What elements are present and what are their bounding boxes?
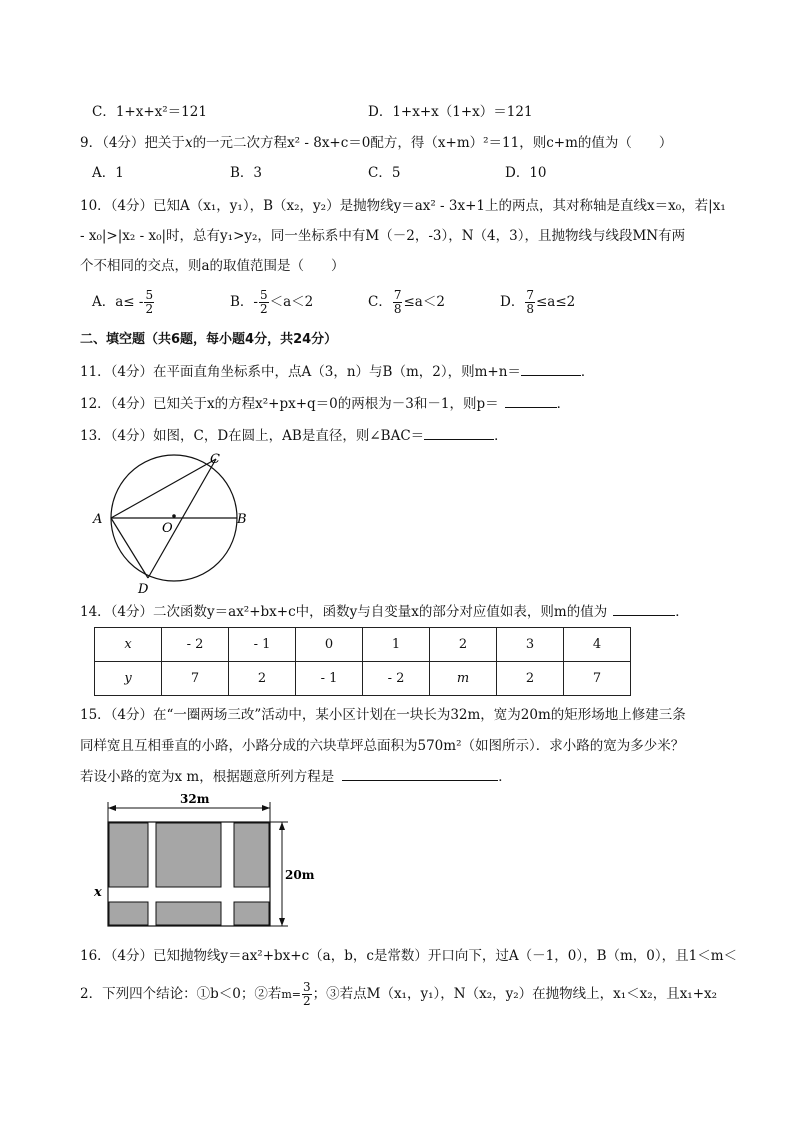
q10-option-c — [368, 289, 445, 316]
denominator: 8 — [526, 302, 534, 316]
grass-plot — [234, 902, 269, 925]
denominator: 2 — [145, 302, 154, 316]
q9-option-b: B．3 — [230, 165, 263, 181]
fraction — [302, 981, 312, 1008]
q10-option-b — [230, 289, 313, 316]
q13-text: 13．（4分）如图，C，D在圆上，AB是直径，则∠BAC＝ — [80, 428, 425, 444]
q8-option-d: D．1+x+x（1+x）＝121 — [368, 104, 533, 120]
option-prefix: D． — [500, 294, 525, 310]
grass-plot — [109, 902, 148, 925]
q9-stem-part: 的一元二次方程 — [192, 135, 288, 151]
q9-stem-part: 9．（4分）把关于 — [80, 135, 185, 151]
center-point — [172, 514, 176, 518]
q12-stem — [80, 393, 570, 414]
table-cell: 7 — [564, 662, 631, 696]
numerator: 5 — [259, 288, 268, 302]
q15-text: 若设小路的宽为x m，根据题意所列方程是 — [80, 769, 335, 785]
denominator: 2 — [259, 302, 268, 316]
q12-answer-blank[interactable] — [505, 393, 557, 408]
grass-plot — [234, 823, 269, 887]
q15-line-3 — [80, 766, 512, 787]
q16-line-1: 16．（4分）已知抛物线y＝ax²+bx+c（a，b，c是常数）开口向下，过A（－1，0），B（m，0），且1＜m＜ — [80, 948, 738, 964]
option-expr: ≤a＜2 — [403, 294, 445, 310]
q15-line-2: 同样宽且互相垂直的小路，小路分成的六块草坪总面积为570m²（如图所示）．求小路的宽为多少米？ — [80, 738, 685, 754]
q10-line-2: - x₀|>|x₂ - x₀|时，总有y₁>y₂，同一坐标系中有M（－2，-3），N（4，3），且抛物线与线段MN有两 — [80, 228, 686, 244]
q11-stem — [80, 361, 594, 382]
numerator: 7 — [393, 288, 402, 302]
table-cell: - 2 — [363, 662, 430, 696]
q13-stem — [80, 425, 508, 446]
denominator: 8 — [393, 302, 402, 316]
table-cell: 3 — [497, 628, 564, 662]
label-b: B — [237, 512, 247, 527]
q13-circle-figure — [88, 450, 258, 600]
arrow-left-icon — [108, 805, 116, 811]
q15-field-figure — [88, 790, 328, 930]
q16-var: m= — [281, 988, 301, 1001]
q9-stem — [80, 133, 672, 153]
section-heading-fill-in: 二、填空题（共6题，每小题4分，共24分） — [80, 332, 338, 347]
q10-option-d — [500, 289, 575, 316]
fraction — [259, 289, 269, 316]
chord-ac — [111, 459, 216, 518]
q13-end: ． — [494, 428, 508, 444]
label-o: O — [162, 521, 173, 536]
q11-end: ． — [580, 364, 595, 380]
label-c: C — [210, 452, 220, 467]
option-prefix: C． — [368, 294, 392, 310]
table-header-y: y — [95, 662, 162, 696]
q14-text: 14．（4分）二次函数y＝ax²+bx+c中，函数y与自变量x的部分对应值如表，则m的值为 — [80, 604, 608, 620]
q10-line-3: 个不相同的交点，则a的取值范围是（ ） — [80, 258, 345, 274]
table-cell: - 2 — [162, 628, 229, 662]
q10-option-a — [92, 289, 155, 316]
q14-value-table — [94, 627, 631, 696]
q11-text: 11．（4分）在平面直角坐标系中，点A（3，n）与B（m，2），则m+n＝ — [80, 364, 521, 380]
option-sign: - — [253, 294, 258, 310]
table-cell: 4 — [564, 628, 631, 662]
q14-answer-blank[interactable] — [613, 601, 675, 616]
q9-stem-part: x² - 8x+c＝0配方，得（x+m）²＝11，则c+m的值为（ ） — [287, 135, 673, 151]
denominator: 2 — [302, 994, 311, 1008]
label-a: A — [93, 512, 103, 527]
q11-answer-blank[interactable] — [521, 361, 581, 376]
fraction — [525, 289, 535, 316]
numerator: 5 — [145, 288, 154, 302]
grass-plot — [156, 902, 221, 925]
table-cell: 2 — [229, 662, 296, 696]
option-expr: a≤ - — [115, 294, 144, 310]
width-label: 20m — [285, 868, 315, 882]
q15-end: ． — [498, 769, 512, 785]
table-cell: m — [430, 662, 497, 696]
q12-end: ． — [556, 396, 571, 412]
option-expr: ≤a≤2 — [535, 294, 576, 310]
table-row-y — [95, 662, 631, 696]
table-cell: 1 — [363, 628, 430, 662]
table-cell: 2 — [430, 628, 497, 662]
numerator: 7 — [526, 288, 534, 302]
label-d: D — [138, 582, 149, 597]
chord-ad — [111, 518, 148, 578]
table-cell: - 1 — [296, 662, 363, 696]
option-expr: ＜a＜2 — [269, 294, 314, 310]
numerator: 3 — [302, 980, 311, 994]
q16-line-2 — [80, 981, 717, 1008]
q14-end: ． — [675, 604, 689, 620]
table-cell: 0 — [296, 628, 363, 662]
table-header-x: x — [95, 628, 162, 662]
option-prefix: A． — [92, 294, 116, 310]
q12-text: 12．（4分）已知关于x的方程x²+px+q＝0的两根为－3和－1，则p＝ — [80, 396, 499, 412]
q14-stem — [80, 601, 689, 622]
arrow-down-icon — [279, 918, 285, 926]
q8-option-c: C．1+x+x²＝121 — [92, 104, 207, 120]
q9-stem-var: x — [184, 135, 193, 151]
q13-answer-blank[interactable] — [424, 425, 494, 440]
arrow-right-icon — [262, 805, 270, 811]
path-width-label: x — [94, 885, 102, 900]
q9-option-d: D．10 — [505, 165, 547, 181]
table-cell: 7 — [162, 662, 229, 696]
arrow-up-icon — [279, 822, 285, 830]
q9-option-c: C．5 — [368, 165, 401, 181]
length-label: 32m — [180, 792, 210, 806]
q16-text: 2．下列四个结论：①b＜0；②若 — [80, 986, 282, 1002]
grass-plot — [109, 823, 148, 887]
q10-line-1: 10．（4分）已知A（x₁，y₁），B（x₂，y₂）是抛物线y＝ax² - 3x+1上的两点，其对称轴是直线x＝x₀，若|x₁ — [80, 198, 726, 214]
q16-text: ；③若点M（x₁，y₁），N（x₂，y₂）在抛物线上，x₁＜x₂，且x₁+x₂ — [312, 986, 718, 1002]
fraction — [144, 289, 154, 316]
q9-option-a: A．1 — [92, 165, 124, 181]
grass-plot — [156, 823, 221, 887]
option-prefix: B． — [230, 294, 254, 310]
table-row-x — [95, 628, 631, 662]
table-cell: - 1 — [229, 628, 296, 662]
q15-answer-blank[interactable] — [342, 766, 498, 781]
table-cell: 2 — [497, 662, 564, 696]
fraction — [393, 289, 403, 316]
q15-line-1: 15．（4分）在“一圈两场三改”活动中，某小区计划在一块长为32m，宽为20m的矩形场地上修建三条 — [80, 707, 686, 723]
